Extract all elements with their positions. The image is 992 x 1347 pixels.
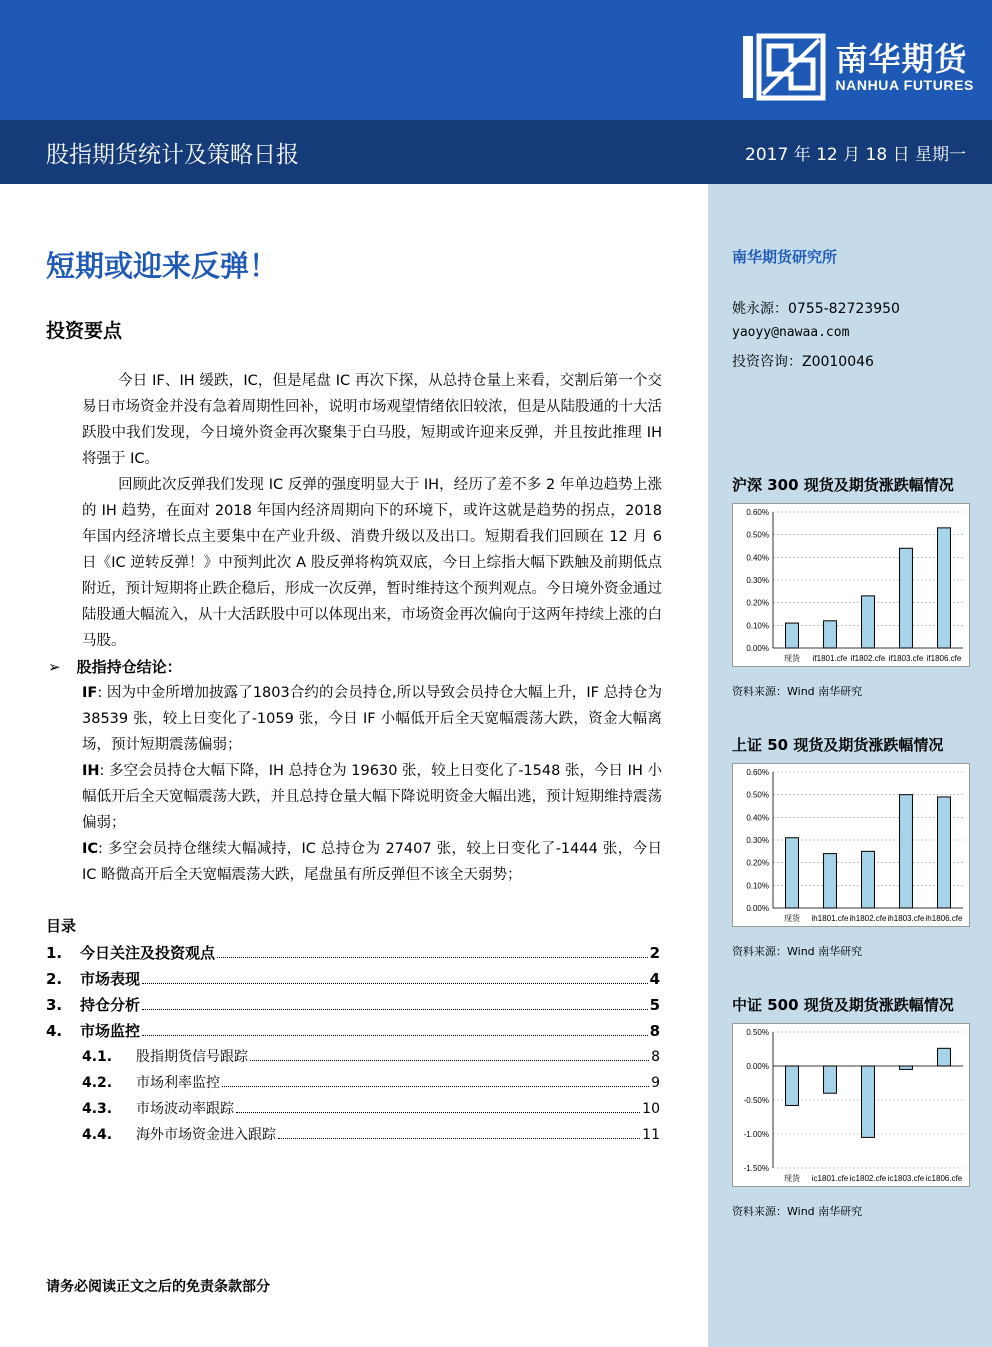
chart-frame <box>732 763 970 927</box>
title-band <box>0 120 992 184</box>
bar <box>938 797 951 908</box>
x-tick-label: ih1806.cfe <box>925 914 963 923</box>
toc-subitem[interactable] <box>82 1124 660 1144</box>
y-tick-label: 0.40% <box>746 813 769 823</box>
section-heading: 投资要点 <box>46 320 123 342</box>
toc-leader <box>142 983 648 984</box>
toc-leader <box>217 957 648 958</box>
paragraph-1 <box>82 368 662 472</box>
institute-name: 南华期货研究所 <box>732 248 838 266</box>
bar <box>938 528 951 648</box>
bar <box>862 851 875 908</box>
y-tick-label: 0.10% <box>746 621 769 631</box>
x-tick-label: if1802.cfe <box>850 654 886 663</box>
toc-page: 10 <box>642 1101 660 1117</box>
position-ic <box>82 836 662 888</box>
chart-source: 资料来源：Wind 南华研究 <box>732 685 863 698</box>
toc-page: 5 <box>649 996 660 1014</box>
position-text: : 因为中金所增加披露了1803合约的会员持仓,所以导致会员持仓大幅上升，IF 总持仓为 38539 张，较上日变化了-1059 张，今日 IF 小幅低开后全天宽幅震荡大跌，资金大幅离场，预计短期震荡偏弱； <box>82 685 662 753</box>
chart-title: 沪深 300 现货及期货涨跌幅情况 <box>732 476 954 494</box>
y-tick-label: 0.50% <box>746 790 769 800</box>
x-tick-label: 现货 <box>784 654 800 663</box>
license-number: 投资咨询：Z0010046 <box>732 354 874 370</box>
bar <box>824 854 837 908</box>
y-tick-label: 0.30% <box>746 576 769 585</box>
chart-source: 资料来源：Wind 南华研究 <box>732 945 863 958</box>
y-tick-label: 0.00% <box>746 1062 769 1071</box>
position-if <box>82 680 662 758</box>
report-date: 2017 年 12 月 18 日 星期一 <box>745 145 966 165</box>
x-tick-label: ic1802.cfe <box>849 1174 887 1183</box>
bar <box>900 548 913 648</box>
header-band <box>0 0 992 120</box>
brand-logo <box>739 30 974 104</box>
x-tick-label: 现货 <box>784 1174 800 1183</box>
position-conclusion-heading <box>48 656 182 677</box>
report-title: 股指期货统计及策略日报 <box>46 142 299 168</box>
contract-code: IF <box>82 685 98 701</box>
toc-page: 11 <box>642 1127 660 1143</box>
toc-leader <box>250 1060 649 1061</box>
bar <box>786 623 799 648</box>
bar-chart-sz50 <box>733 764 971 926</box>
y-tick-label: 0.20% <box>746 858 769 868</box>
paragraph-text: 回顾此次反弹我们发现 IC 反弹的强度明显大于 IH，经历了差不多 2 年单边趋势上涨的 IH 趋势，在面对 2018 年国内经济周期向下的环境下，或许这就是趋势的拐点，2018 年国内经济增长点主要集中在产业升级、消费升级以及出口。短期看我们回顾在 12 月 6 日《IC 逆转反弹！》中预判此次 A 股反弹将构筑双底，今日上综指大幅下跌触及前期低点附近，预计短期将止跌企稳后，形成一次反弹，暂时维持这个预判观点。今日境外资金通过陆股通大幅流入，从十大活跃股中可以体现出来，市场资金再次偏向于这两年持续上涨的白马股。 <box>82 477 662 649</box>
bar-chart-hs300 <box>733 504 971 666</box>
toc-page: 8 <box>651 1049 660 1065</box>
paragraph-text: 今日 IF、IH 缓跌，IC，但是尾盘 IC 再次下探，从总持仓量上来看，交割后第一个交易日市场资金并没有急着周期性回补，说明市场观望情绪依旧较浓，但是从陆股通的十大活跃股中我们发现，今日境外资金再次聚集于白马股，短期或许迎来反弹，并且按此推理 IH 将强于 IC。 <box>82 373 662 467</box>
toc-item[interactable] <box>46 968 660 989</box>
bar <box>786 838 799 908</box>
bar <box>938 1048 951 1066</box>
toc-leader <box>278 1138 640 1139</box>
chart-title: 上证 50 现货及期货涨跌幅情况 <box>732 736 944 754</box>
toc-page: 4 <box>649 970 660 988</box>
toc-label: 股指期货信号跟踪 <box>136 1049 248 1065</box>
toc-label: 持仓分析 <box>80 996 141 1014</box>
brand-name-en: NANHUA FUTURES <box>835 77 974 93</box>
bar <box>824 1066 837 1093</box>
bullet-label: 股指持仓结论： <box>76 658 182 676</box>
x-tick-label: ic1801.cfe <box>811 1174 849 1183</box>
bar-chart-zz500 <box>733 1024 971 1186</box>
toc-heading: 目录 <box>46 917 77 935</box>
toc-label: 市场监控 <box>80 1022 141 1040</box>
toc-page: 2 <box>649 944 660 962</box>
toc-num: 3. <box>46 996 63 1014</box>
brand-name-cn: 南华期货 <box>835 40 968 78</box>
toc-leader <box>236 1112 640 1113</box>
arrow-bullet-icon: ➢ <box>48 658 61 676</box>
toc-subitem[interactable] <box>82 1072 660 1092</box>
toc-num: 4.3. <box>82 1101 113 1117</box>
toc-num: 4.2. <box>82 1075 113 1091</box>
y-tick-label: 0.50% <box>746 530 769 540</box>
toc-num: 4. <box>46 1022 63 1040</box>
x-tick-label: ih1802.cfe <box>849 914 887 923</box>
chart-title: 中证 500 现货及期货涨跌幅情况 <box>732 996 954 1014</box>
toc-num: 1. <box>46 944 63 962</box>
y-tick-label: 0.50% <box>746 1028 769 1037</box>
y-tick-label: 0.60% <box>746 768 769 777</box>
sidebar <box>708 184 992 1347</box>
y-tick-label: 0.00% <box>746 904 769 913</box>
toc-label: 市场波动率跟踪 <box>136 1101 234 1117</box>
position-text: : 多空会员持仓继续大幅减持，IC 总持仓为 27407 张，较上日变化了-1444 张，今日 IC 略微高开后全天宽幅震荡大跌，尾盘虽有所反弹但不该全天弱势； <box>82 841 662 883</box>
y-tick-label: 0.30% <box>746 836 769 845</box>
analyst-contact: 姚永源：0755-82723950 <box>732 301 900 317</box>
bar <box>786 1066 799 1105</box>
x-tick-label: ih1803.cfe <box>887 914 925 923</box>
toc-label: 今日关注及投资观点 <box>80 944 216 962</box>
toc-item[interactable] <box>46 1020 660 1041</box>
x-tick-label: ih1801.cfe <box>811 914 849 923</box>
toc-num: 4.4. <box>82 1127 113 1143</box>
x-tick-label: 现货 <box>784 914 800 923</box>
y-tick-label: 0.10% <box>746 881 769 891</box>
bar <box>824 621 837 648</box>
chart-frame <box>732 1023 970 1187</box>
chart-frame <box>732 503 970 667</box>
y-tick-label: -1.50% <box>743 1164 769 1173</box>
y-tick-label: 0.20% <box>746 598 769 608</box>
contract-code: IC <box>82 841 99 857</box>
y-tick-label: -0.50% <box>743 1096 769 1105</box>
headline: 短期或迎来反弹！ <box>46 249 279 283</box>
analyst-email[interactable]: yaoyy@nawaa.com <box>732 325 850 340</box>
toc-page: 8 <box>649 1022 660 1040</box>
toc-item[interactable] <box>46 994 660 1015</box>
toc-item[interactable] <box>46 942 660 963</box>
y-tick-label: 0.60% <box>746 508 769 517</box>
y-tick-label: 0.00% <box>746 644 769 653</box>
chart-block-hs300 <box>732 474 978 699</box>
chart-block-sz50 <box>732 734 978 959</box>
disclaimer-note: 请务必阅读正文之后的免责条款部分 <box>46 1279 270 1295</box>
toc-leader <box>142 1009 648 1010</box>
toc-leader <box>142 1035 648 1036</box>
position-text: : 多空会员持仓大幅下降，IH 总持仓为 19630 张，较上日变化了-1548 张，今日 IH 小幅低开后全天宽幅震荡大跌，并且总持仓量大幅下降说明资金大幅出逃，预计短期维持震荡偏弱； <box>82 763 662 831</box>
toc-leader <box>222 1086 649 1087</box>
toc-num: 2. <box>46 970 63 988</box>
bar <box>862 1066 875 1137</box>
paragraph-2 <box>82 472 662 654</box>
bar <box>900 1066 913 1069</box>
x-tick-label: if1803.cfe <box>888 654 924 663</box>
toc-page: 9 <box>651 1075 660 1091</box>
y-tick-label: -1.00% <box>743 1130 769 1139</box>
x-tick-label: ic1806.cfe <box>925 1174 963 1183</box>
x-tick-label: ic1803.cfe <box>887 1174 925 1183</box>
toc-subitem[interactable] <box>82 1098 660 1118</box>
x-tick-label: if1806.cfe <box>926 654 962 663</box>
toc-label: 市场利率监控 <box>136 1075 220 1091</box>
contract-code: IH <box>82 763 100 779</box>
nanhua-logo-icon <box>739 30 827 104</box>
bar <box>900 795 913 908</box>
toc-num: 4.1. <box>82 1049 113 1065</box>
chart-block-zz500 <box>732 994 978 1219</box>
toc-label: 市场表现 <box>80 970 141 988</box>
x-tick-label: if1801.cfe <box>812 654 848 663</box>
y-tick-label: 0.40% <box>746 553 769 563</box>
position-ih <box>82 758 662 836</box>
chart-source: 资料来源：Wind 南华研究 <box>732 1205 863 1218</box>
bar <box>862 596 875 648</box>
toc-label: 海外市场资金进入跟踪 <box>136 1127 276 1143</box>
toc-subitem[interactable] <box>82 1046 660 1066</box>
